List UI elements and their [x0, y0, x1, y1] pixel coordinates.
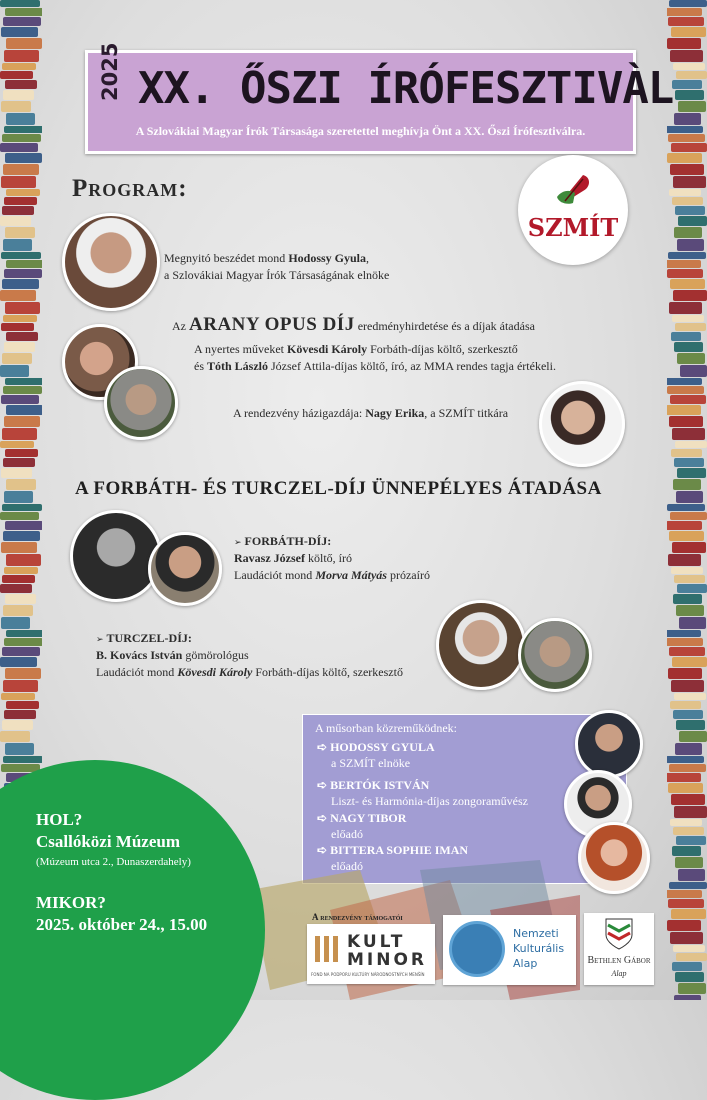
- book-spine: [669, 882, 707, 889]
- book-spine: [1, 542, 37, 553]
- photo-nagy-erika: [539, 381, 625, 467]
- book-spine: [674, 806, 707, 818]
- turczel-laudation: Laudációt mond Kövesdi Károly Forbáth-díjas költő, szerkesztő: [96, 665, 403, 679]
- book-spine: [674, 227, 702, 238]
- book-spine: [2, 647, 40, 656]
- book-spine: [1, 252, 41, 259]
- kult-small: FOND NA PODPORU KULTÚRY NÁRODNOSTNÝCH MENŠÍN: [311, 972, 425, 977]
- book-spine: [3, 386, 42, 394]
- book-spine: [667, 521, 702, 530]
- book-spine: [676, 953, 707, 961]
- book-spine: [668, 134, 705, 142]
- nka-line2: Kulturális: [513, 942, 565, 955]
- book-spine: [670, 395, 706, 404]
- book-spine: [667, 38, 701, 49]
- contributor-role: előadó: [331, 827, 363, 841]
- book-spine: [4, 567, 38, 574]
- book-spine: [3, 458, 35, 467]
- book-spine: [671, 794, 705, 805]
- book-spine: [669, 189, 701, 196]
- book-spine: [668, 554, 701, 566]
- book-spine: [6, 630, 42, 637]
- book-spine: [4, 269, 42, 278]
- book-spine: [6, 554, 41, 566]
- book-spine: [677, 468, 706, 478]
- book-spine: [6, 479, 36, 490]
- book-spine: [677, 239, 704, 251]
- book-spine: [669, 302, 702, 314]
- kult-line1: KULT: [347, 932, 406, 952]
- book-spine: [1, 176, 36, 188]
- book-spine: [6, 332, 38, 341]
- nka-tree-icon: [449, 921, 505, 977]
- book-spine: [676, 71, 707, 79]
- book-spine: [2, 353, 32, 364]
- book-spine: [5, 8, 42, 16]
- book-spine: [0, 290, 36, 301]
- contributor-name: ➪ HODOSSY GYULA: [317, 740, 435, 754]
- book-spine: [1, 101, 31, 112]
- book-spine: [677, 584, 707, 593]
- book-spine: [0, 512, 39, 520]
- photo-bittera-sophie-iman: [578, 822, 650, 894]
- book-spine: [6, 189, 40, 196]
- bethlen-gabor-logo: [584, 913, 654, 985]
- book-spine: [4, 197, 37, 205]
- book-spine: [667, 920, 701, 931]
- bga-line2: Alap: [611, 969, 627, 978]
- book-spine: [672, 197, 703, 205]
- book-spine: [0, 657, 37, 667]
- book-spine: [667, 126, 703, 133]
- forbath-laudation: Laudációt mond Morva Mátyás prózaíró: [234, 568, 430, 582]
- book-spine: [676, 605, 704, 616]
- book-spine: [0, 143, 38, 152]
- book-spine: [3, 680, 38, 692]
- book-spine: [671, 567, 703, 574]
- book-spine: [675, 323, 706, 331]
- book-spine: [667, 378, 702, 385]
- book-spine: [670, 279, 705, 289]
- book-spine: [5, 668, 41, 679]
- book-spine: [670, 512, 707, 520]
- contributor-role: Liszt- és Harmónia-díjas zongoraművész: [331, 794, 528, 808]
- bga-line1: Bethlen Gábor: [587, 955, 651, 966]
- book-spine: [5, 449, 38, 457]
- book-spine: [678, 101, 706, 112]
- book-spine: [2, 63, 36, 70]
- book-spine: [0, 441, 34, 448]
- book-spine: [672, 542, 706, 553]
- forbath-winner: Ravasz József költő, író: [234, 551, 352, 565]
- book-spine: [670, 50, 703, 62]
- book-spine: [675, 972, 704, 982]
- event-datetime: 2025. október 24., 15.00: [36, 915, 208, 934]
- book-spine: [1, 468, 32, 478]
- book-spine: [671, 27, 706, 37]
- book-spine: [668, 252, 706, 259]
- book-spine: [2, 134, 41, 142]
- book-spine: [668, 17, 704, 26]
- book-spine: [5, 302, 40, 314]
- book-spine: [3, 239, 32, 251]
- book-spine: [5, 378, 42, 385]
- book-spine: [670, 164, 704, 175]
- where-question: HOL?: [36, 810, 83, 829]
- book-spine: [5, 743, 34, 755]
- nka-logo: [443, 915, 576, 985]
- venue-name: Csallóközi Múzeum: [36, 832, 181, 851]
- photo-morva-matyas: [148, 532, 222, 606]
- book-spine: [672, 315, 704, 322]
- book-spine: [672, 657, 707, 667]
- opening-line2: a Szlovákiai Magyar Írók Társaságának elnöke: [164, 268, 390, 282]
- turczel-award-label: TURCZEL-DÍJ:: [106, 631, 192, 645]
- book-spine: [679, 731, 707, 742]
- book-spine: [2, 504, 42, 511]
- book-spine: [671, 143, 707, 152]
- program-heading: Program:: [72, 175, 188, 202]
- book-spine: [674, 458, 704, 467]
- book-spine: [5, 594, 36, 604]
- contributor-name: ➪ BITTERA SOPHIE IMAN: [317, 843, 469, 857]
- book-spine: [676, 836, 706, 845]
- bethlen-shield-icon: [604, 917, 634, 951]
- book-spine: [670, 932, 703, 944]
- book-spine: [672, 80, 702, 89]
- szmit-logo: [518, 155, 628, 265]
- photo-toth-laszlo: [104, 366, 178, 440]
- book-spine: [667, 504, 705, 511]
- contributor-role: előadó: [331, 859, 363, 873]
- book-spine: [674, 342, 703, 352]
- book-spine: [6, 405, 42, 415]
- header-banner: [85, 42, 674, 154]
- arany-line2: A nyertes műveket Kövesdi Károly Forbáth-díjas költő, szerkesztő: [194, 342, 518, 356]
- book-spine: [3, 17, 41, 26]
- quill-hand-icon: [553, 173, 593, 209]
- book-spine: [5, 227, 35, 238]
- book-spine: [673, 710, 703, 719]
- book-spine: [668, 783, 703, 793]
- book-spine: [0, 365, 29, 377]
- book-spine: [2, 206, 34, 215]
- book-spine: [668, 668, 702, 679]
- opening-line1: Megnyitó beszédet mond Hodossy Gyula,: [164, 251, 370, 265]
- book-spine: [3, 315, 37, 322]
- logo-text: SZMÍT: [527, 213, 619, 242]
- book-spine: [2, 720, 33, 730]
- book-spine: [672, 428, 705, 440]
- sponsors-heading: A rendezvény támogatói: [312, 912, 403, 922]
- book-spine: [675, 441, 707, 448]
- book-spine: [667, 386, 704, 394]
- book-spine: [4, 491, 33, 503]
- book-spine: [670, 701, 701, 709]
- invitation-subtitle: A Szlovákiai Magyar Írók Társasága szeretettel meghívja Önt a XX. Őszi Írófesztiválra.: [135, 124, 586, 138]
- book-spine: [675, 857, 703, 868]
- book-spine: [672, 962, 702, 971]
- photo-b-kovacs-istvan: [436, 600, 526, 690]
- book-spine: [1, 323, 34, 331]
- book-spine: [5, 80, 37, 89]
- book-spine: [676, 491, 703, 503]
- book-spine: [673, 63, 705, 70]
- nka-line1: Nemzeti: [513, 927, 559, 940]
- host-line: A rendezvény házigazdája: Nagy Erika, a SZMÍT titkára: [233, 406, 509, 420]
- forbath-award-label: FORBÁTH-DÍJ:: [244, 534, 332, 548]
- book-spine: [674, 113, 701, 125]
- book-spine: [678, 216, 707, 226]
- book-spine: [669, 0, 707, 7]
- book-spine: [677, 353, 705, 364]
- book-spine: [2, 575, 35, 583]
- book-spine: [1, 27, 38, 37]
- book-spine: [671, 680, 704, 692]
- festival-title: XX. ŐSZI ÍRÓFESZTIVÀL: [138, 63, 674, 114]
- turczel-winner: B. Kovács István gömörológus: [96, 648, 249, 662]
- book-spine: [6, 701, 39, 709]
- arany-line3: és Tóth László József Attila-díjas költő, író, az MMA rendes tagja értékeli.: [194, 359, 556, 373]
- book-spine: [5, 153, 42, 163]
- kult-minor-logo: [307, 924, 435, 984]
- arany-line1: Az ARANY OPUS DÍJ eredményhirdetése és a díjak átadása: [172, 314, 535, 335]
- book-spine: [680, 365, 707, 377]
- venue-address: (Múzeum utca 2., Dunaszerdahely): [36, 856, 191, 868]
- book-spine: [1, 693, 35, 700]
- book-spine: [6, 260, 42, 268]
- book-spine: [675, 206, 705, 215]
- book-spine: [667, 405, 701, 415]
- book-spine: [3, 90, 34, 100]
- book-spine: [679, 617, 706, 629]
- book-spine: [667, 890, 702, 898]
- book-spine: [6, 113, 35, 125]
- turczel-label-line: [96, 630, 192, 648]
- book-spine: [678, 869, 705, 881]
- book-spine: [672, 846, 701, 856]
- book-spine: [678, 983, 706, 994]
- turczel-arrow-icon: ➢: [96, 634, 104, 644]
- book-spine: [3, 164, 39, 175]
- year-label: 2025: [98, 42, 122, 101]
- book-spine: [667, 153, 702, 163]
- book-spine: [673, 594, 702, 604]
- book-spine: [673, 290, 707, 301]
- book-spine: [673, 827, 704, 835]
- book-spine: [674, 693, 706, 700]
- contributor-role: a SZMÍT elnöke: [331, 756, 411, 770]
- book-spine: [670, 819, 702, 826]
- photo-hodossy-gyula: [62, 213, 160, 311]
- book-spine: [671, 909, 706, 919]
- book-spine: [0, 71, 33, 79]
- contributors-title: A műsorban közreműködnek:: [315, 721, 457, 735]
- book-spine: [674, 995, 701, 1000]
- book-spine: [669, 647, 705, 656]
- book-spine: [667, 269, 703, 278]
- book-spine: [675, 743, 702, 755]
- book-spine: [669, 764, 706, 772]
- book-spine: [674, 575, 705, 583]
- book-spine: [5, 521, 42, 530]
- book-spine: [676, 720, 705, 730]
- book-spine: [667, 773, 701, 782]
- contributor-name: ➪ BERTÓK ISTVÁN: [317, 778, 430, 792]
- book-spine: [669, 531, 704, 541]
- book-spine: [668, 899, 704, 908]
- book-spine: [4, 342, 35, 352]
- nka-line3: Alap: [513, 957, 538, 970]
- book-spine: [0, 584, 32, 593]
- book-spine: [4, 416, 40, 427]
- book-spine: [1, 617, 30, 629]
- book-spine: [673, 176, 706, 188]
- book-spine: [4, 710, 36, 719]
- when-question: MIKOR?: [36, 893, 106, 912]
- book-spine: [673, 945, 705, 952]
- kult-line2: MINOR: [347, 950, 428, 970]
- contributor-name: ➪ NAGY TIBOR: [317, 811, 407, 825]
- book-spine: [4, 638, 42, 646]
- book-spine: [2, 428, 37, 440]
- arany-opus-award-title: ARANY OPUS DÍJ: [189, 314, 355, 335]
- forbath-turczel-section-title: A FORBÁTH- ÉS TURCZEL-DÍJ ÜNNEPÉLYES ÁTADÁSA: [75, 478, 602, 499]
- book-spine: [667, 638, 703, 646]
- book-spine: [4, 126, 42, 133]
- book-spine: [673, 479, 701, 490]
- book-spine: [1, 395, 39, 404]
- book-spine: [0, 731, 30, 742]
- book-spine: [0, 216, 31, 226]
- kult-minor-mark-icon: [315, 936, 341, 962]
- photo-kovesdi-karoly-2: [518, 618, 592, 692]
- book-spine: [3, 605, 33, 616]
- book-spine: [4, 50, 39, 62]
- book-spine: [671, 449, 702, 457]
- right-book-stack: [667, 0, 707, 1000]
- book-spine: [667, 630, 701, 637]
- book-spine: [675, 90, 704, 100]
- forbath-arrow-icon: ➢: [234, 537, 242, 547]
- book-spine: [669, 416, 703, 427]
- book-spine: [667, 756, 704, 763]
- forbath-label-line: [234, 533, 331, 551]
- book-spine: [2, 279, 39, 289]
- book-spine: [667, 8, 702, 16]
- book-spine: [667, 260, 701, 268]
- book-spine: [6, 38, 42, 49]
- photo-hodossy-gyula-small: [575, 710, 643, 778]
- photo-ravasz-jozsef: [70, 510, 162, 602]
- book-spine: [0, 0, 40, 7]
- book-spine: [3, 531, 40, 541]
- book-spine: [671, 332, 701, 341]
- book-spine: [3, 756, 42, 763]
